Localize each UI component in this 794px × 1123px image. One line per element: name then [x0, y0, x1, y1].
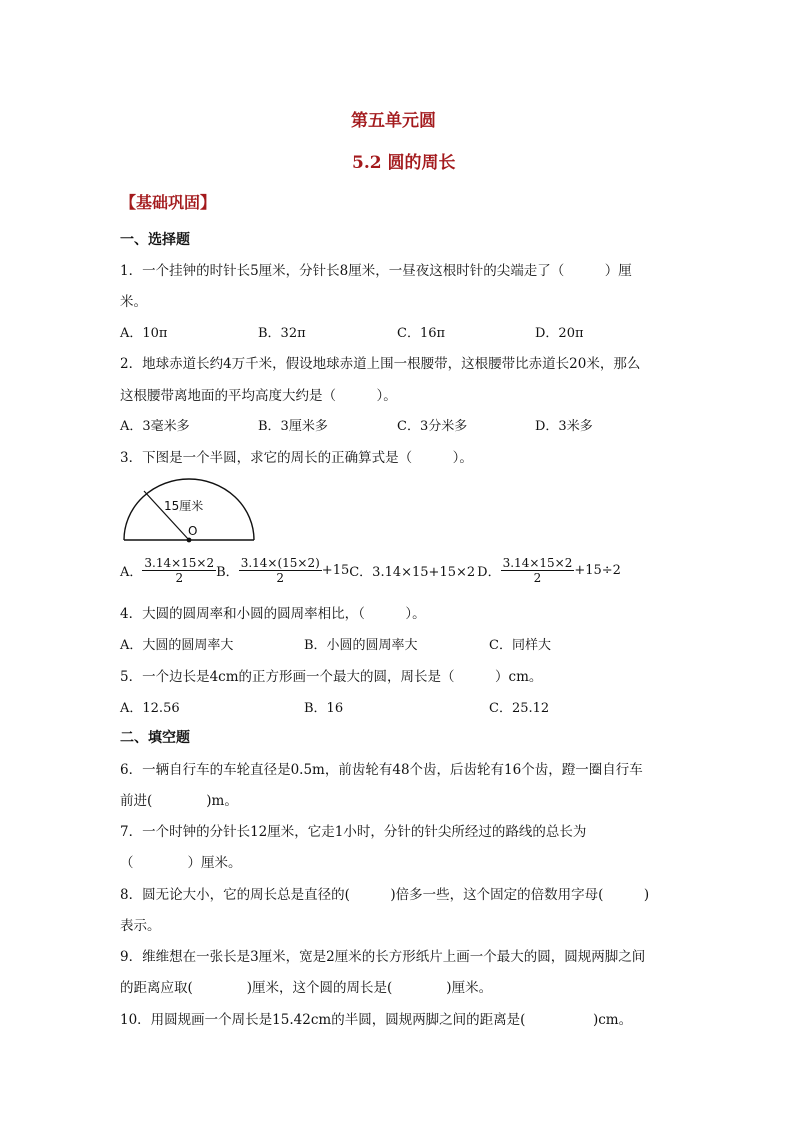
q1-option-c: C．16π	[397, 326, 446, 341]
q8-line2: 表示。	[120, 918, 161, 934]
q1-line2: 米。	[120, 294, 147, 310]
q5-option-c: C．25.12	[489, 701, 550, 716]
semicircle-figure	[118, 474, 260, 544]
q2-option-d: D．3米多	[535, 419, 593, 434]
q3-option-b-fraction	[239, 556, 322, 585]
q9-line2: 的距离应取( )厘米，这个圆的周长是( )厘米。	[120, 980, 493, 996]
q4-option-b: B．小圆的圆周率大	[304, 638, 418, 653]
q2-line2: 这根腰带离地面的平均高度大约是（ ）。	[120, 388, 397, 404]
q3-option-b-numerator: 3.14×(15×2)	[240, 556, 320, 570]
q3-option-a-prefix: A．	[120, 565, 143, 580]
q1-option-a: A．10π	[120, 326, 168, 341]
part2-heading: 二、填空题	[120, 730, 190, 746]
q5-option-b: B．16	[304, 701, 344, 716]
q3-option-a-numerator: 3.14×15×2	[144, 556, 215, 570]
q5-option-a: A．12.56	[120, 701, 180, 716]
center-point	[187, 538, 192, 543]
q1-line1: 1．一个挂钟的时针长5厘米，分针长8厘米，一昼夜这根时针的尖端走了（ ）厘	[120, 263, 632, 279]
q7-line2: （ ）厘米。	[120, 855, 242, 871]
q3-options	[120, 556, 621, 585]
radius-label: 15厘米	[164, 499, 204, 513]
q4-option-c: C．同样大	[489, 638, 551, 653]
lesson-title: 5.2 圆的周长	[352, 153, 456, 173]
q7-line1: 7．一个时钟的分针长12厘米，它走1小时，分针的针尖所经过的路线的总长为	[120, 824, 587, 840]
q6-line2: 前进( )m。	[120, 793, 238, 809]
q3-option-d-denominator: 2	[533, 571, 542, 585]
q10-line1: 10．用圆规画一个周长是15.42cm的半圆，圆规两脚之间的距离是( )cm。	[120, 1012, 633, 1028]
q5-line1: 5．一个边长是4cm的正方形画一个最大的圆，周长是（ ）cm。	[120, 669, 543, 685]
q4-option-a: A．大圆的圆周率大	[120, 638, 234, 653]
q4-line1: 4．大圆的圆周率和小圆的圆周率相比，（ ）。	[120, 606, 426, 622]
section-label: 【基础巩固】	[120, 193, 217, 212]
q3-option-b-denominator: 2	[276, 571, 285, 585]
q3-line1: 3．下图是一个半圆，求它的周长的正确算式是（ ）。	[120, 450, 473, 466]
q3-option-c: C．3.14×15+15×2	[349, 565, 476, 580]
q6-line1: 6．一辆自行车的车轮直径是0.5m，前齿轮有48个齿，后齿轮有16个齿，蹬一圈自行车	[120, 762, 643, 778]
q1-option-d: D．20π	[535, 326, 584, 341]
q3-option-b-prefix: B．	[216, 565, 239, 580]
q3-option-d-prefix: D．	[477, 565, 501, 580]
q3-option-a-fraction	[142, 556, 216, 585]
q2-option-a: A．3毫米多	[120, 419, 190, 434]
q1-option-b: B．32π	[258, 326, 306, 341]
q9-line1: 9．维维想在一张长是3厘米，宽是2厘米的长方形纸片上画一个最大的圆，圆规两脚之间	[120, 949, 646, 965]
q3-option-a-denominator: 2	[175, 571, 184, 585]
part1-heading: 一、选择题	[120, 232, 190, 248]
q3-option-d-fraction	[501, 556, 575, 585]
unit-title: 第五单元圆	[351, 111, 436, 131]
q3-option-d-numerator: 3.14×15×2	[502, 556, 573, 570]
q3-option-b-suffix: +15	[321, 563, 350, 578]
q2-option-b: B．3厘米多	[258, 419, 328, 434]
q2-option-c: C．3分米多	[397, 419, 468, 434]
q2-line1: 2．地球赤道长约4万千米，假设地球赤道上围一根腰带，这根腰带比赤道长20米，那么	[120, 356, 641, 372]
q3-option-d-suffix: +15÷2	[574, 563, 621, 578]
center-label: O	[188, 524, 198, 538]
q8-line1: 8．圆无论大小，它的周长总是直径的( )倍多一些，这个固定的倍数用字母( )	[120, 887, 650, 903]
